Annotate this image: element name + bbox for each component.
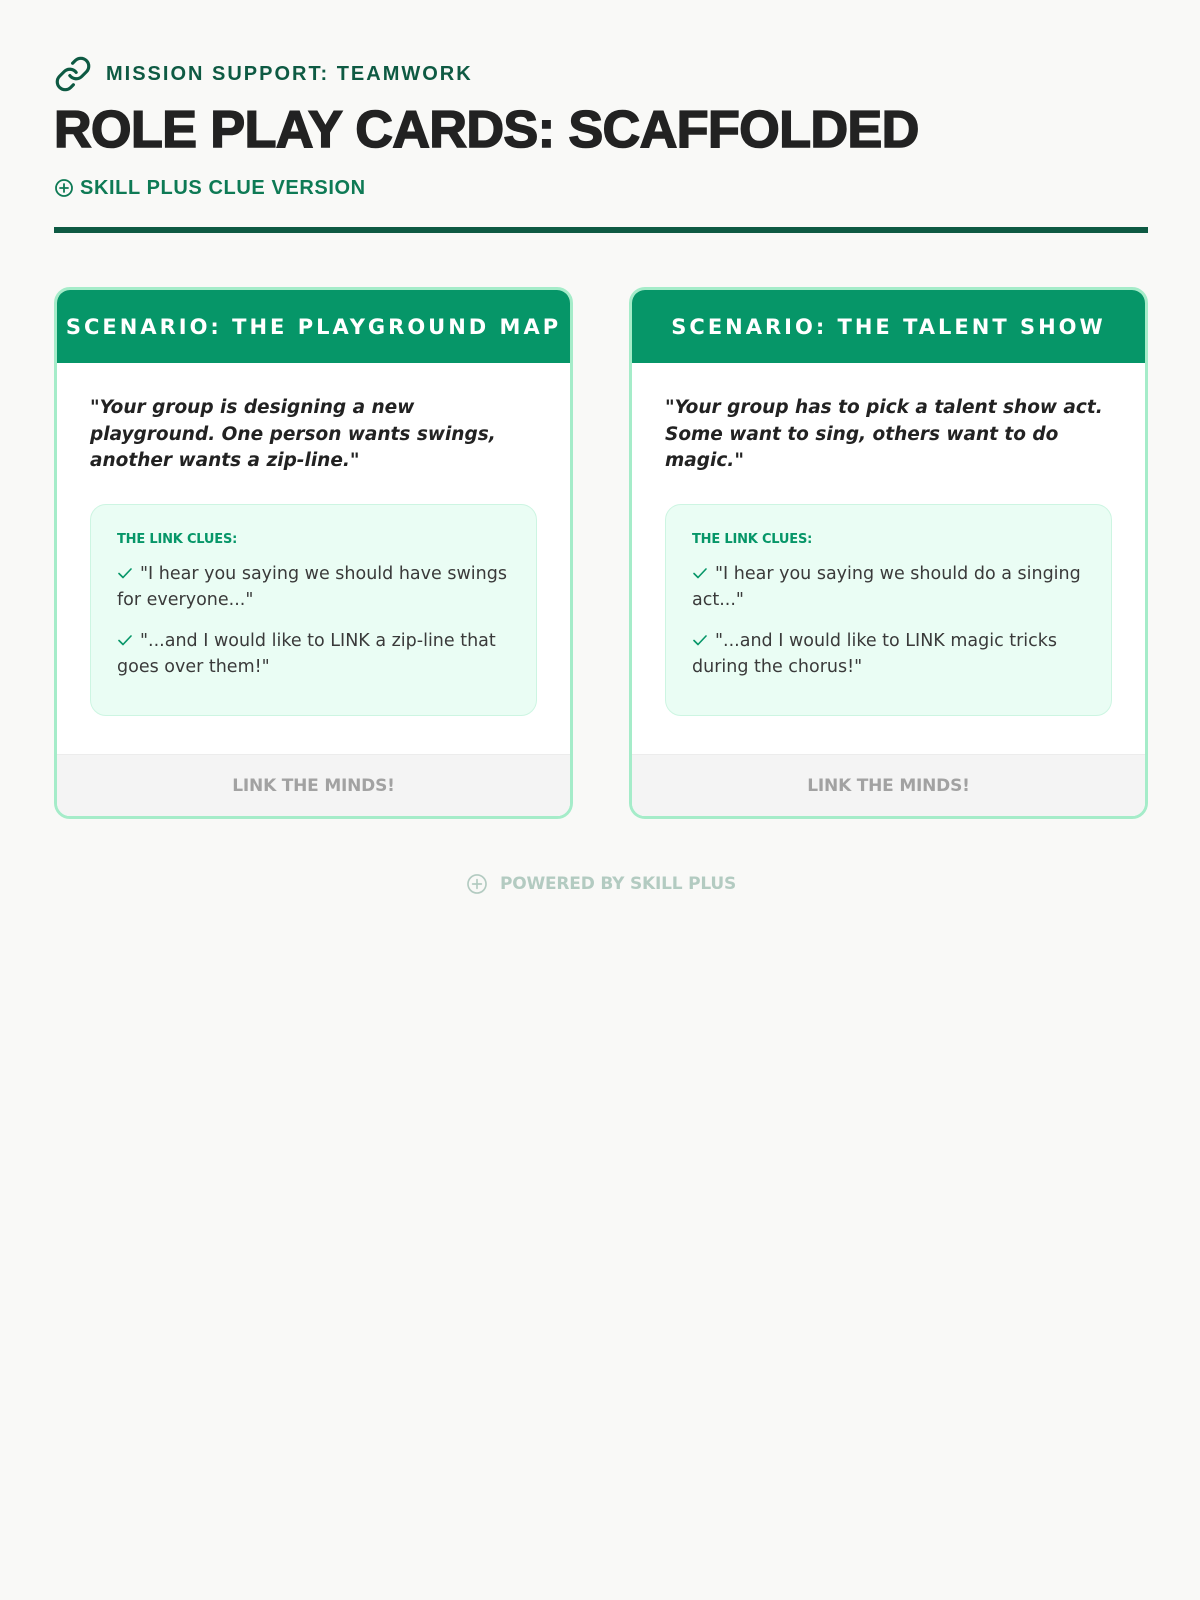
check-icon [692, 562, 708, 576]
scenario-text: "Your group is designing a new playground. One person wants swings, another wants a zip-line." [90, 397, 496, 471]
card-title: SCENARIO: THE PLAYGROUND MAP [65, 314, 562, 339]
plus-circle-icon [54, 178, 74, 198]
header-divider [54, 227, 1148, 233]
check-icon [117, 562, 133, 576]
mission-label: MISSION SUPPORT: TEAMWORK [106, 62, 473, 85]
link-icon [54, 55, 92, 93]
role-play-card [629, 287, 1148, 819]
scenario-text: "Your group has to pick a talent show act. Some want to sing, others want to do magic." [665, 397, 1103, 471]
version-label: SKILL PLUS CLUE VERSION [80, 176, 366, 199]
clue-box [90, 504, 537, 716]
card-footer-label: LINK THE MINDS! [232, 775, 395, 796]
version-row [54, 176, 1146, 200]
clue-text: "I hear you saying we should have swings for everyone..." [117, 563, 507, 610]
card-header [632, 290, 1145, 363]
card-title: SCENARIO: THE TALENT SHOW [671, 314, 1106, 339]
card-footer [632, 754, 1145, 816]
clue-text: "...and I would like to LINK magic tricks during the chorus!" [692, 630, 1058, 677]
mission-row [54, 54, 1146, 94]
card-footer-label: LINK THE MINDS! [807, 775, 970, 796]
page-title: ROLE PLAY CARDS: SCAFFOLDED [54, 101, 919, 159]
cards-grid [54, 287, 1148, 819]
card-header [57, 290, 570, 363]
clue-heading: THE LINK CLUES: [117, 531, 238, 547]
clue-item [117, 561, 510, 614]
powered-by-label: POWERED BY SKILL PLUS [499, 874, 737, 894]
check-icon [117, 629, 133, 643]
clue-text: "...and I would like to LINK a zip-line that goes over them!" [117, 630, 496, 677]
clue-item [692, 561, 1085, 614]
clue-text: "I hear you saying we should do a singing act..." [692, 563, 1081, 610]
card-body [57, 363, 570, 754]
clue-heading: THE LINK CLUES: [692, 531, 813, 547]
role-play-card [54, 287, 573, 819]
clue-item [692, 628, 1085, 681]
check-icon [692, 629, 708, 643]
plus-circle-icon [466, 873, 488, 895]
card-body [632, 363, 1145, 754]
powered-by [54, 873, 1148, 895]
clue-box [665, 504, 1112, 716]
card-footer [57, 754, 570, 816]
clue-item [117, 628, 510, 681]
